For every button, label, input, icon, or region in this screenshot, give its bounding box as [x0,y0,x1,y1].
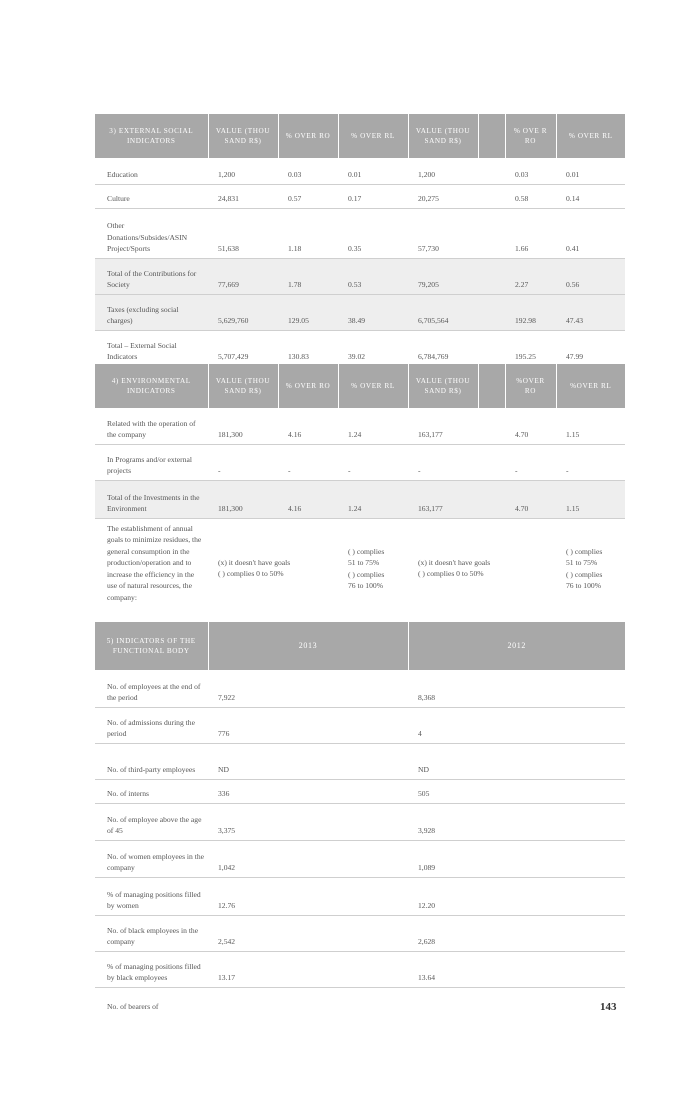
table-row [95,480,625,518]
table-row [95,915,625,951]
row-label: No. of employee above the age of 45 [95,803,208,840]
cell-value: 4.70 [505,408,556,444]
table-row [95,518,625,622]
cell-value: 1.78 [278,258,338,294]
row-label: No. of admissions during the period [95,707,208,743]
cell-value: 0.03 [278,158,338,184]
cell-value: 0.35 [338,208,408,258]
table-row [95,743,625,779]
row-label: No. of interns [95,779,208,803]
section-title: 3) EXTERNAL SOCIAL INDICATORS [95,114,208,158]
goal-compliance-2013: ( ) complies 51 to 75% ( ) complies 76 to 100% [348,546,385,590]
column-header: % OVER RL [338,364,408,408]
cell-value: 1.15 [556,408,625,444]
cell-value: 2,542 [208,915,408,951]
cell-value: 1,200 [208,158,278,184]
goal-options-2012: (x) it doesn't have goals ( ) complies 0 to 50% [418,557,491,578]
cell-value: 51,638 [208,208,278,258]
cell-value: 192.98 [505,294,556,330]
table-row [95,951,625,987]
cell-value: 163,177 [408,408,478,444]
column-header: %OVER RO [505,364,556,408]
row-label: Total of the Investments in the Environment [95,480,208,518]
row-label: Total of the Contributions for Society [95,258,208,294]
table-row [95,158,625,184]
row-label: Other Donations/Subsides/ASIN Project/Sports [95,208,208,258]
cell-value: 2.27 [505,258,556,294]
cell-value: 3,375 [208,803,408,840]
cell-value: 505 [408,779,625,803]
cell-value: 57,730 [408,208,478,258]
cell-value: 39.02 [338,330,408,366]
cell-value: - [556,444,625,480]
year-header: 2012 [408,622,625,670]
column-header: % OVER RO [278,364,338,408]
cell-value: 12.76 [208,877,408,915]
row-label: Total – External Social Indicators [95,330,208,366]
cell-value: 0.57 [278,184,338,208]
cell-value [478,444,505,480]
cell-value: 129.05 [278,294,338,330]
table-row [95,877,625,915]
environmental-indicators-table [95,364,625,622]
continued-row-label: No. of bearers of [107,1002,159,1011]
table-row [95,840,625,877]
row-label: No. of employees at the end of the period [95,670,208,707]
column-header: % OVER RO [278,114,338,158]
cell-value: 5,629,760 [208,294,278,330]
cell-value: 4.16 [278,408,338,444]
column-header: %OVER RL [556,364,625,408]
cell-value [478,408,505,444]
cell-value: 0.53 [338,258,408,294]
cell-value: 1,089 [408,840,625,877]
cell-value: 47.99 [556,330,625,366]
goal-compliance-2012: ( ) complies 51 to 75% ( ) complies 76 to 100% [566,546,603,590]
cell-value: 4.70 [505,480,556,518]
cell-value: 0.56 [556,258,625,294]
cell-value: 1,042 [208,840,408,877]
cell-value: 1.66 [505,208,556,258]
row-label: Related with the operation of the company [95,408,208,444]
table-header [95,364,625,408]
table-row [95,208,625,258]
row-label: In Programs and/or external projects [95,444,208,480]
cell-value: 0.41 [556,208,625,258]
cell-value: 38.49 [338,294,408,330]
cell-value: 79,205 [408,258,478,294]
cell-value: 4 [408,707,625,743]
cell-value [478,294,505,330]
cell-value: 181,300 [208,408,278,444]
cell-value: 6,705,564 [408,294,478,330]
cell-value: 0.01 [556,158,625,184]
cell-value: - [505,444,556,480]
row-label: No. of third-party employees [95,743,208,779]
cell-value [478,208,505,258]
cell-value: - [208,444,278,480]
cell-value [478,184,505,208]
cell-value: 2,628 [408,915,625,951]
table-row [95,803,625,840]
goal-options-2013: (x) it doesn't have goals ( ) complies 0 to 50% [218,557,291,578]
functional-body-indicators-table [95,622,625,988]
cell-value: 3,928 [408,803,625,840]
cell-value: 20,275 [408,184,478,208]
table-header [95,622,625,670]
table-row [95,258,625,294]
table-row [95,707,625,743]
row-label: Taxes (excluding social charges) [95,294,208,330]
column-header: VALUE (THOU SAND R$) [208,114,278,158]
cell-value: 0.03 [505,158,556,184]
cell-value: 1.24 [338,408,408,444]
section-title: 4) ENVIRONMENTAL INDICATORS [95,364,208,408]
cell-value [478,330,505,366]
cell-value [478,158,505,184]
cell-value: 1.18 [278,208,338,258]
cell-value: 13.17 [208,951,408,987]
cell-value: ND [208,743,408,779]
column-header: VALUE (THOU SAND R$) [408,364,478,408]
table-row [95,184,625,208]
row-label: No. of women employees in the company [95,840,208,877]
column-header [478,364,505,408]
cell-value: 0.58 [505,184,556,208]
column-header: % OVER RL [556,114,625,158]
row-label: The establishment of annual goals to minimize residues, the general consumption in the production/operation and to increase the efficiency in the use of natural resources, the company: [107,523,202,602]
page-number: 143 [600,1001,617,1013]
cell-value: 13.64 [408,951,625,987]
row-label: % of managing positions filled by women [95,877,208,915]
column-header: VALUE (THOU SAND R$) [208,364,278,408]
table-row [95,670,625,707]
table-row [95,294,625,330]
table-header [95,114,625,158]
cell-value: 181,300 [208,480,278,518]
row-label: % of managing positions filled by black employees [95,951,208,987]
cell-value [478,480,505,518]
cell-value: 0.17 [338,184,408,208]
table-row [95,330,625,366]
cell-value [478,258,505,294]
cell-value: 24,831 [208,184,278,208]
column-header [478,114,505,158]
section-title: 5) INDICATORS OF THE FUNCTIONAL BODY [95,622,208,670]
column-header: % OVER RL [338,114,408,158]
cell-value: 195.25 [505,330,556,366]
cell-value: 0.14 [556,184,625,208]
row-label: Culture [95,184,208,208]
cell-value: - [278,444,338,480]
cell-value: 7,922 [208,670,408,707]
year-header: 2013 [208,622,408,670]
external-social-indicators-table [95,114,625,367]
cell-value: 47.43 [556,294,625,330]
cell-value: 1.24 [338,480,408,518]
cell-value: 8,368 [408,670,625,707]
cell-value: 4.16 [278,480,338,518]
row-label: No. of black employees in the company [95,915,208,951]
cell-value: 1,200 [408,158,478,184]
column-header: VALUE (THOU SAND R$) [408,114,478,158]
cell-value: 163,177 [408,480,478,518]
cell-value: - [408,444,478,480]
cell-value: 77,669 [208,258,278,294]
cell-value: 336 [208,779,408,803]
row-label: Education [95,158,208,184]
cell-value: - [338,444,408,480]
cell-value: 1.15 [556,480,625,518]
table-row [95,408,625,444]
cell-value: 12.20 [408,877,625,915]
table-row [95,779,625,803]
cell-value: 5,707,429 [208,330,278,366]
cell-value: ND [408,743,625,779]
table-row [95,444,625,480]
cell-value: 776 [208,707,408,743]
cell-value: 0.01 [338,158,408,184]
cell-value: 6,784,769 [408,330,478,366]
column-header: % OVE R RO [505,114,556,158]
cell-value: 130.83 [278,330,338,366]
